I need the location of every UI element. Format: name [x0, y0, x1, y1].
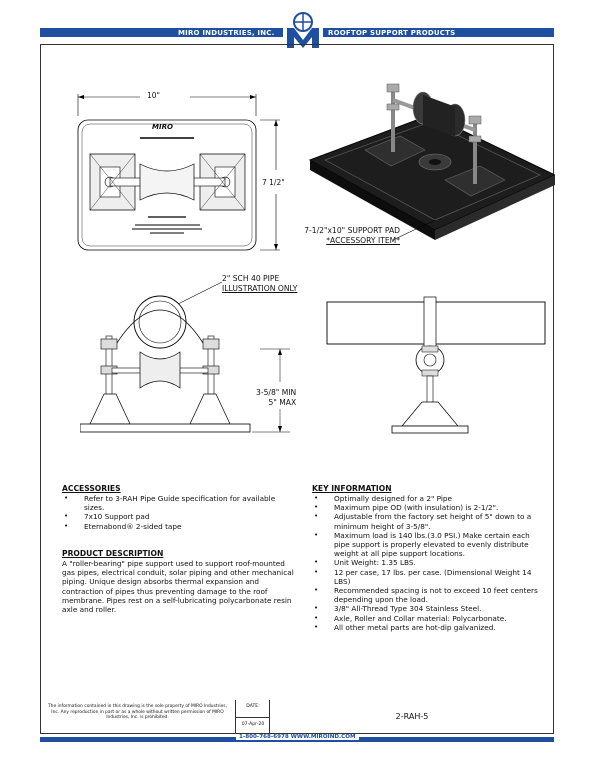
key-info-item: • Recommended spacing is not to exceed 10 feet centers depending upon the load.: [312, 586, 544, 604]
height-dimension: 7 1/2": [262, 178, 285, 187]
product-description-text: A "roller-bearing" pipe support used to support roof-mounted gas pipes, electrical conduit, solar piping and other mechanical piping. Unique design absorbs thermal expansion and contraction of pipes thus preventing damage to the roof membrane. Pipes rest on a self-lubricating polycarbonate resin axle and roller.: [62, 559, 294, 615]
date-value: 07-Apr-20: [241, 722, 265, 727]
key-info-item: • Adjustable from the factory set height of 5" down to a minimum height of 3-5/8".: [312, 512, 544, 530]
accessory-item: • Eternabond® 2-sided tape: [62, 522, 290, 531]
support-pad-accessory: *ACCESSORY ITEM*: [326, 236, 400, 245]
front-elevation-drawing: [322, 292, 552, 437]
key-info-item: • 12 per case, 17 lbs. per case. (Dimensional Weight 14 LBS): [312, 568, 544, 586]
company-name: MIRO INDUSTRIES, INC.: [178, 29, 275, 37]
support-pad-label: [272, 226, 400, 246]
key-info-item: • 3/8" All-Thread Type 304 Stainless Steel.: [312, 604, 544, 613]
isometric-view-drawing: [305, 70, 555, 250]
pad-logo: MIRO: [152, 123, 173, 131]
pipe-label: [222, 274, 297, 294]
part-number: 2-RAH-5: [395, 712, 429, 721]
accessories-list: [62, 494, 290, 531]
accessories-title: ACCESSORIES: [62, 484, 121, 493]
height-range-min: 3-5/8" MIN: [256, 388, 297, 397]
key-info-item: • All other metal parts are hot-dip galvanized.: [312, 623, 544, 632]
title-block: [40, 700, 554, 734]
height-range-label: [256, 388, 296, 408]
key-information-list: [312, 494, 544, 632]
width-dimension: 10": [147, 91, 160, 100]
pipe-label-note: ILLUSTRATION ONLY: [222, 284, 298, 293]
date-label: DATE:: [246, 704, 260, 709]
side-elevation-drawing: [80, 274, 310, 449]
disclaimer: The information contained in this drawing is the sole property of MIRO Industries, Inc. Any reproduction in part or as a whole without written permission of MIRO Industries, Inc. is prohibited.: [40, 700, 236, 734]
key-info-item: • Maximum pipe OD (with insulation) is 2-1/2".: [312, 503, 544, 512]
key-information-title: KEY INFORMATION: [312, 484, 392, 493]
accessory-item: • 7x10 Support pad: [62, 512, 290, 521]
header-tagline: ROOFTOP SUPPORT PRODUCTS: [328, 29, 456, 37]
key-info-item: • Unit Weight: 1.35 LBS.: [312, 558, 544, 567]
contact-info: 1-800-768-6978 WWW.MIROIND.COM: [236, 734, 359, 740]
pipe-label-size: 2" SCH 40 PIPE: [222, 274, 280, 283]
accessory-item: • Refer to 3-RAH Pipe Guide specification for available sizes.: [62, 494, 290, 512]
support-pad-size: 7-1/2"x10" SUPPORT PAD: [304, 226, 400, 235]
product-description-title: PRODUCT DESCRIPTION: [62, 549, 164, 558]
key-info-item: • Optimally designed for a 2" Pipe: [312, 494, 544, 503]
date-cell: [236, 700, 270, 734]
plan-view-drawing: [70, 82, 305, 262]
height-range-max: 5" MAX: [268, 398, 297, 407]
key-info-item: • Maximum load is 140 lbs.(3.0 PSI.) Make certain each pipe support is properly elevated to evenly distribute weight at all pipe support locations.: [312, 531, 544, 559]
key-info-item: • Axle, Roller and Collar material: Polycarbonate.: [312, 614, 544, 623]
